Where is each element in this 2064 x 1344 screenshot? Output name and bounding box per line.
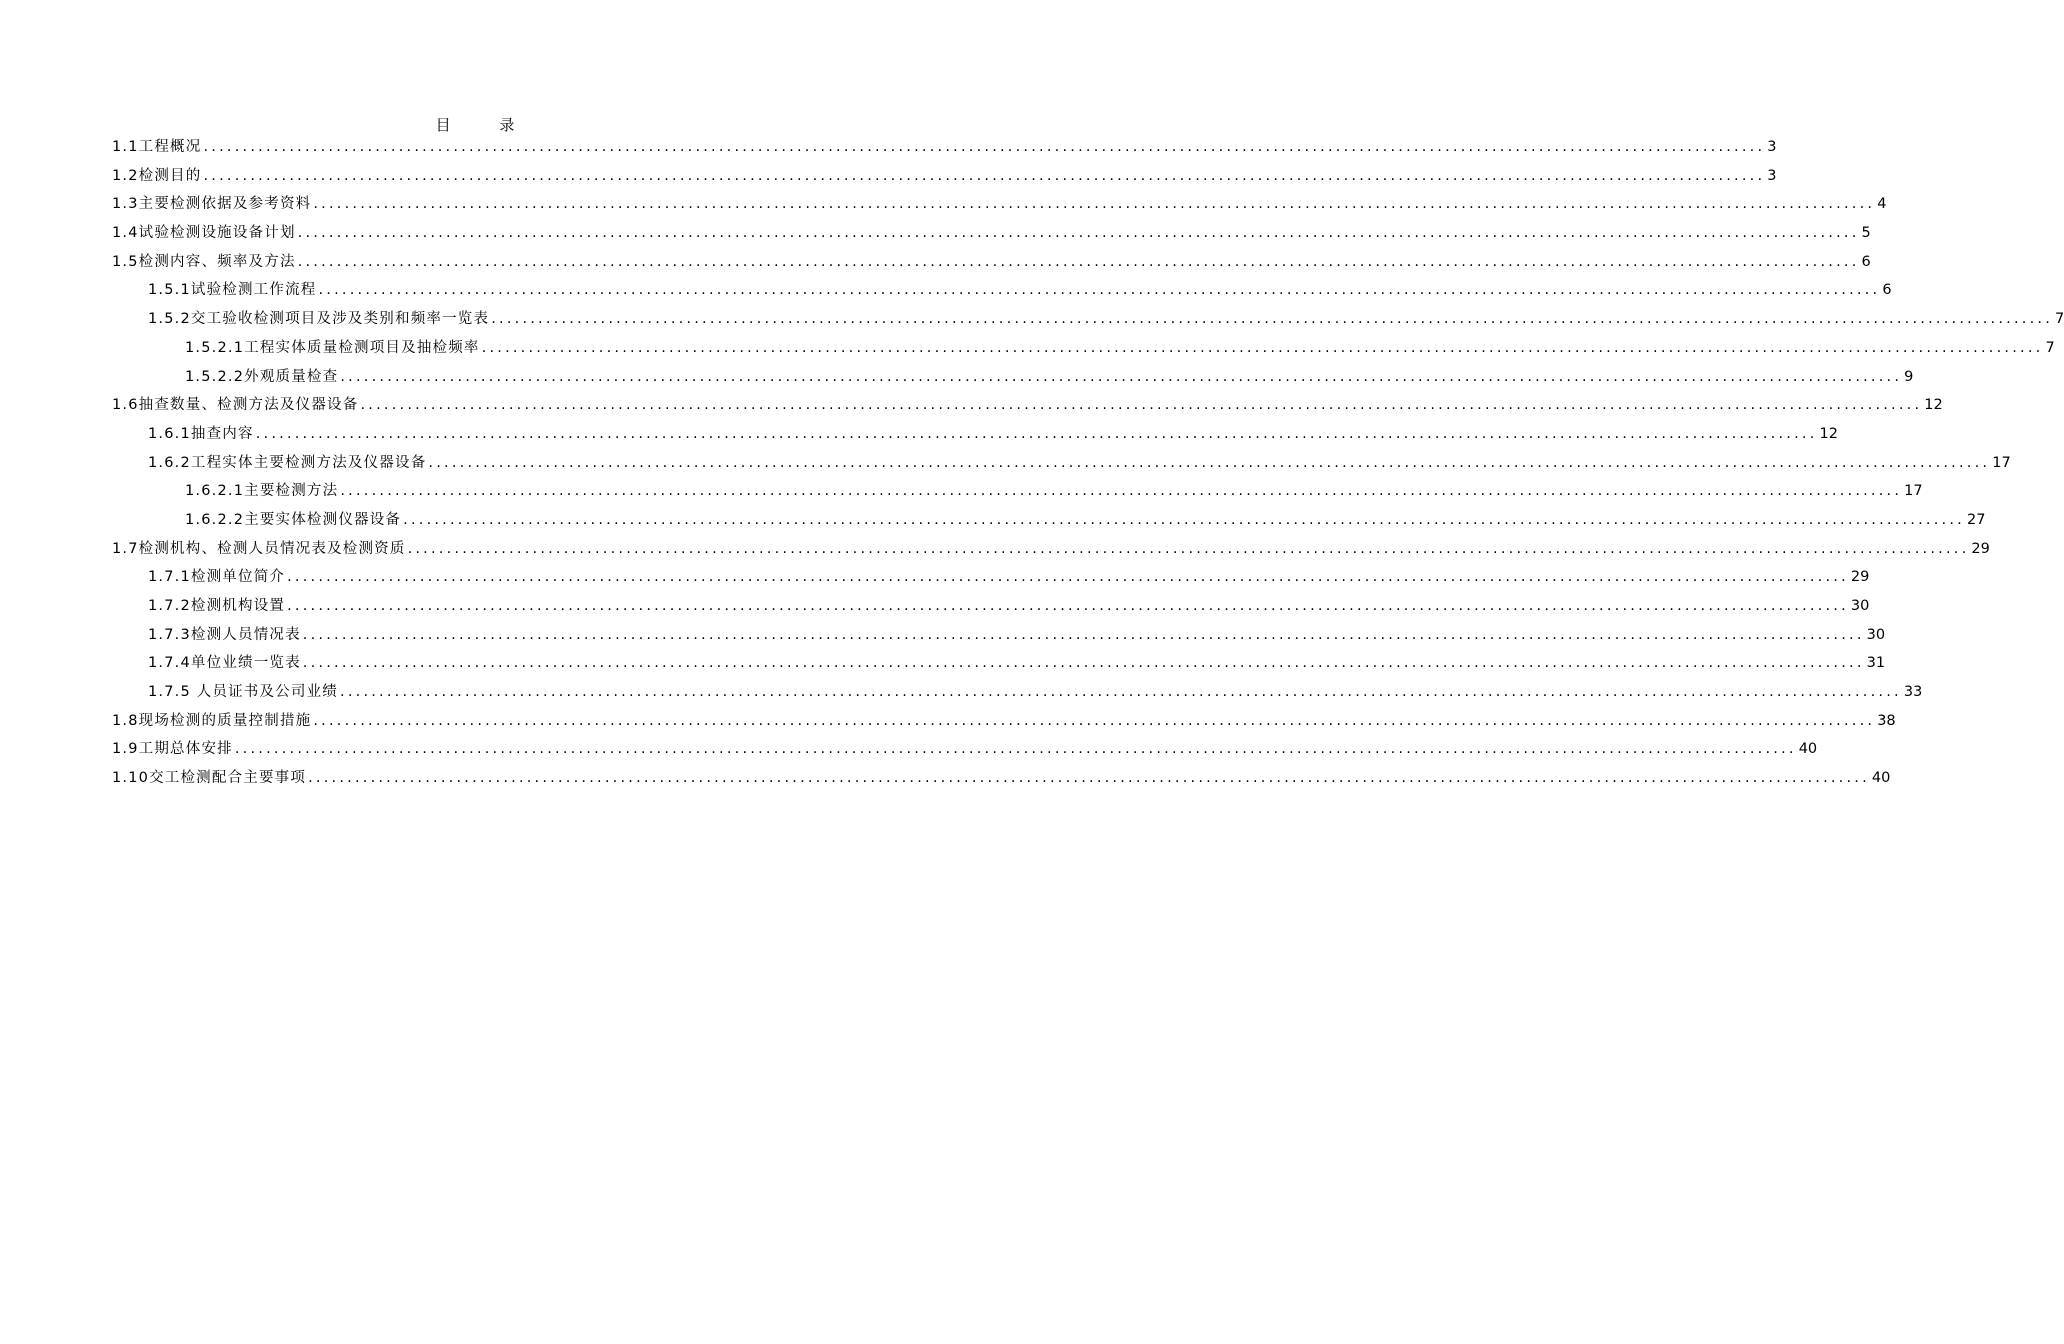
toc-entry[interactable] xyxy=(112,305,2064,334)
toc-dot-leader: ........................................................................................................................................................................................................ xyxy=(203,167,1766,184)
toc-entry-text: 1.1工程概况 xyxy=(112,139,202,155)
toc-entry-text: 1.6.2.2主要实体检测仪器设备 xyxy=(185,511,402,528)
toc-entry-text: 1.9工期总体安排 xyxy=(112,741,233,758)
toc-page-number: 38 xyxy=(1877,712,1896,729)
toc-dot-leader: ........................................................................................................................................................................................................ xyxy=(287,569,1849,586)
toc-dot-leader: ........................................................................................................................................................................................................ xyxy=(360,397,1923,414)
toc-entry-text: 1.4试验检测设施设备计划 xyxy=(112,225,296,242)
toc-dot-leader: ........................................................................................................................................................................................................ xyxy=(313,196,1876,213)
toc-page-number: 33 xyxy=(1903,684,1923,701)
toc-entry-text: 1.7.3检测人员情况表 xyxy=(148,626,301,643)
toc-entry[interactable] xyxy=(112,477,1923,506)
toc-page-number: 9 xyxy=(1904,368,1914,385)
toc-entry-text: 1.6抽查数量、检测方法及仪器设备 xyxy=(112,397,359,414)
toc-title: 目 录 xyxy=(435,116,537,134)
toc-page-number: 3 xyxy=(1767,139,1777,155)
toc-page-number: 17 xyxy=(1904,483,1923,500)
toc-dot-leader: ........................................................................................................................................................................................................ xyxy=(203,139,1766,155)
toc-entry-text: 1.7检测机构、检测人员情况表及检测资质 xyxy=(112,540,406,557)
toc-entry[interactable] xyxy=(112,248,1871,277)
toc-page-number: 40 xyxy=(1798,741,1818,758)
toc-dot-leader: ........................................................................................................................................................................................................ xyxy=(340,368,1903,385)
toc-entry[interactable] xyxy=(112,764,1891,793)
toc-entry-text: 1.5.2.1工程实体质量检测项目及抽检频率 xyxy=(185,339,480,356)
toc-page-number: 6 xyxy=(1861,253,1871,270)
toc-page-number: 12 xyxy=(1819,425,1838,442)
toc-entry-text: 1.7.1检测单位简介 xyxy=(148,569,286,586)
toc-entry-text: 1.7.2检测机构设置 xyxy=(148,598,286,614)
toc-entry[interactable] xyxy=(112,276,1892,305)
toc-page-number: 17 xyxy=(1992,454,2011,471)
toc-entry-text: 1.5.2.2外观质量检查 xyxy=(185,368,339,385)
toc-entry-text: 1.10交工检测配合主要事项 xyxy=(112,770,307,787)
toc-dot-leader: ........................................................................................................................................................................................................ xyxy=(491,311,2054,328)
toc-page-number: 5 xyxy=(1861,225,1871,242)
toc-entry[interactable] xyxy=(112,678,1923,707)
toc-dot-leader: ........................................................................................................................................................................................................ xyxy=(340,483,1903,500)
toc-page-number: 27 xyxy=(1966,511,1986,528)
toc-entry-text: 1.5.2交工验收检测项目及涉及类别和频率一览表 xyxy=(148,311,490,328)
toc-entry-text: 1.5.1试验检测工作流程 xyxy=(148,282,317,299)
toc-entry[interactable] xyxy=(112,592,1870,621)
toc-dot-leader: ........................................................................................................................................................................................................ xyxy=(302,655,1865,672)
toc-page-number: 7 xyxy=(2055,311,2064,328)
toc-page-number: 3 xyxy=(1767,167,1777,184)
toc-dot-leader: ........................................................................................................................................................................................................ xyxy=(297,225,1860,242)
toc-entry[interactable] xyxy=(112,162,1777,191)
toc-dot-leader: ........................................................................................................................................................................................................ xyxy=(313,712,1876,729)
toc-page-number: 6 xyxy=(1882,282,1892,299)
toc-entry-text: 1.6.2工程实体主要检测方法及仪器设备 xyxy=(148,454,427,471)
toc-entry-text: 1.6.1抽查内容 xyxy=(148,425,254,442)
toc-page-number: 29 xyxy=(1850,569,1870,586)
toc-entry[interactable] xyxy=(112,190,1887,219)
toc-entry-text: 1.2检测目的 xyxy=(112,167,202,184)
toc-dot-leader: ........................................................................................................................................................................................................ xyxy=(308,770,1870,787)
toc-dot-leader: ........................................................................................................................................................................................................ xyxy=(407,540,1970,557)
toc-entry[interactable] xyxy=(112,563,1870,592)
toc-entry[interactable] xyxy=(112,334,2055,363)
toc-dot-leader: ........................................................................................................................................................................................................ xyxy=(428,454,1991,471)
toc-entry-text: 1.8现场检测的质量控制措施 xyxy=(112,712,312,729)
toc-dot-leader: ........................................................................................................................................................................................................ xyxy=(234,741,1797,758)
toc-entry[interactable] xyxy=(112,535,1990,564)
table-of-contents xyxy=(112,133,2064,793)
toc-page-number: 29 xyxy=(1971,540,1990,557)
toc-dot-leader: ........................................................................................................................................................................................................ xyxy=(255,425,1818,442)
toc-entry-text: 1.7.4单位业绩一览表 xyxy=(148,655,301,672)
toc-entry[interactable] xyxy=(112,449,2011,478)
toc-entry[interactable] xyxy=(112,649,1886,678)
toc-entry-text: 1.5检测内容、频率及方法 xyxy=(112,253,296,270)
toc-dot-leader: ........................................................................................................................................................................................................ xyxy=(297,253,1860,270)
toc-page-number: 40 xyxy=(1871,770,1891,787)
toc-dot-leader: ........................................................................................................................................................................................................ xyxy=(481,339,2044,356)
toc-entry[interactable] xyxy=(112,219,1871,248)
toc-entry-text: 1.6.2.1主要检测方法 xyxy=(185,483,339,500)
toc-entry[interactable] xyxy=(112,420,1838,449)
toc-entry[interactable] xyxy=(112,133,1777,162)
toc-entry[interactable] xyxy=(112,506,1986,535)
toc-page-number: 30 xyxy=(1866,626,1886,643)
toc-entry[interactable] xyxy=(112,363,1914,392)
toc-entry[interactable] xyxy=(112,735,1818,764)
toc-dot-leader: ........................................................................................................................................................................................................ xyxy=(287,598,1849,614)
toc-dot-leader: ........................................................................................................................................................................................................ xyxy=(302,626,1865,643)
toc-page-number: 4 xyxy=(1877,196,1887,213)
toc-entry-text: 1.7.5 人员证书及公司业绩 xyxy=(148,684,339,701)
toc-entry-text: 1.3主要检测依据及参考资料 xyxy=(112,196,312,213)
toc-entry[interactable] xyxy=(112,391,1943,420)
toc-page-number: 7 xyxy=(2045,339,2055,356)
toc-page-number: 30 xyxy=(1850,598,1870,614)
toc-dot-leader: ........................................................................................................................................................................................................ xyxy=(340,684,1902,701)
toc-entry[interactable] xyxy=(112,707,1896,736)
toc-dot-leader: ........................................................................................................................................................................................................ xyxy=(318,282,1881,299)
toc-page-number: 12 xyxy=(1924,397,1943,414)
toc-entry[interactable] xyxy=(112,621,1886,650)
toc-page-number: 31 xyxy=(1866,655,1886,672)
toc-dot-leader: ........................................................................................................................................................................................................ xyxy=(403,511,1965,528)
